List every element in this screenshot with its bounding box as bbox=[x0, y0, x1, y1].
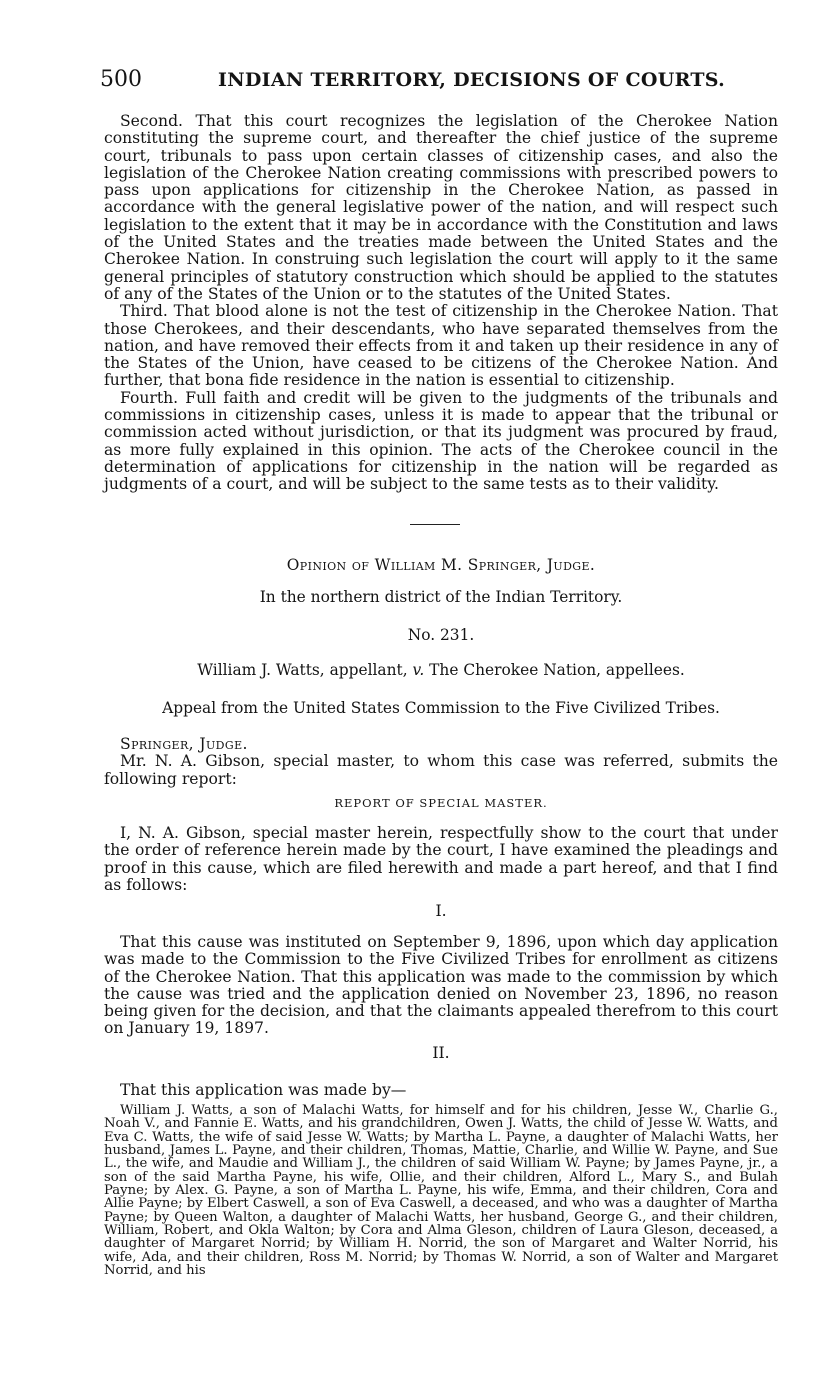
case-number: No. 231. bbox=[407, 626, 475, 644]
opening-paragraph: I, N. A. Gibson, special master herein, respectfully show to the court that under the order of reference herein made by the court, I have examined the pleadings and proof in this cause, which are filed herewith and made a part hereof, and that I find as follows: bbox=[104, 824, 778, 894]
case-parties bbox=[104, 661, 778, 679]
page-number: 500 bbox=[100, 67, 142, 92]
versus-mark: v. bbox=[412, 661, 425, 679]
applicant-list: William J. Watts, a son of Malachi Watts, for himself and for his children, Jesse W., Charlie G., Noah V., and Fannie E. Watts, and his grandchildren, Owen J. Watts, the child of Jesse W. Watts, and Eva C. Watts, the wife of said Jesse W. Watts; by Martha L. Payne, a daughter of Malachi Watts, her husband, James L. Payne, and their children, Thomas, Mattie, Charlie, and Willie W. Payne, and Sue L., the wife, and Maudie and William J., the children of said William W. Payne; by James Payne, jr., a son of the said Martha Payne, his wife, Ollie, and their children, Alford L., Mary S., and Bulah Payne; by Alex. G. Payne, a son of Martha L. Payne, his wife, Emma, and their children, Cora and Allie Payne; by Elbert Caswell, a son of Eva Caswell, a deceased, and who was a daughter of Martha Payne; by Queen Walton, a daughter of Malachi Watts, her husband, George G., and their children, William, Robert, and Okla Walton; by Cora and Alma Gleson, children of Laura Gleson, deceased, a daughter of Margaret Norrid; by William H. Norrid, the son of Margaret and Walter Norrid, his wife, Ada, and their children, Ross M. Norrid; by Thomas W. Norrid, a son of Walter and Margaret Norrid, and his bbox=[104, 1103, 778, 1279]
appellee-name: The Cherokee Nation, appellees. bbox=[429, 661, 685, 679]
section-divider bbox=[410, 524, 460, 525]
paragraph-third: Third. That blood alone is not the test of citizenship in the Cherokee Nation. That those Cherokees, and their descendants, who have separated themselves from the nation, and have removed their effects from it and taken up their residence in any of the States of the Union, have ceased to be citizens of the Cherokee Nation. And further, that bona fide residence in the nation is essential to citizenship. bbox=[104, 302, 778, 390]
section-2-intro: That this application was made by— bbox=[120, 1081, 407, 1099]
appellant-name: William J. Watts, appellant, bbox=[197, 661, 408, 679]
paragraph-fourth: Fourth. Full faith and credit will be given to the judgments of the tribunals and commissions in citizenship cases, unless it is made to appear that the tribunal or commission acted without jurisdiction, or that its judgment was procured by fraud, as more fully explained in this opinion. The acts of the Cherokee council in the determination of applications for citizenship in the nation will be regarded as judgments of a court, and will be subject to the same tests as to their validity. bbox=[104, 388, 778, 494]
report-opening bbox=[104, 825, 778, 894]
intro-paragraph: Mr. N. A. Gibson, special master, to whom this case was referred, submits the following report: bbox=[104, 752, 778, 788]
holdings-section bbox=[104, 113, 778, 494]
running-title: INDIAN TERRITORY, DECISIONS OF COURTS. bbox=[218, 69, 726, 91]
section-1-paragraph: That this cause was instituted on September 9, 1896, upon which day application was made to the Commission to the Five Civilized Tribes for enrollment as citizens of the Cherokee Nation. That this application was made to the commission by which the cause was tried and the application denied on November 23, 1896, no reason being given for the decision, and that the claimants appealed therefrom to this court on January 19, 1897. bbox=[104, 933, 778, 1038]
appeal-line: Appeal from the United States Commission to the Five Civilized Tribes. bbox=[162, 699, 720, 717]
judge-intro bbox=[104, 736, 778, 788]
section-2 bbox=[104, 1082, 778, 1099]
judge-line: Springer, Judge. bbox=[120, 735, 248, 753]
opinion-title: Opinion of William M. Springer, Judge. bbox=[286, 556, 596, 574]
section-numeral-1: I. bbox=[435, 902, 447, 920]
district-line: In the northern district of the Indian Territory. bbox=[259, 588, 623, 606]
page-header bbox=[100, 66, 780, 94]
paragraph-second: Second. That this court recognizes the legislation of the Cherokee Nation constituting the supreme court, and thereafter the chief justice of the supreme court, tribunals to pass upon certain classes of citizenship cases, and also the legislation of the Cherokee Nation creating commissions with prescribed powers to pass upon applications for citizenship in the Cherokee Nation, as passed in accordance with the general legislative power of the nation, and will respect such legislation to the extent that it may be in accordance with the Constitution and laws of the United States and the treaties made between the United States and the Cherokee Nation. In construing such legislation the court will apply to it the same general principles of statutory construction which should be applied to the statutes of any of the States of the Union or to the statutes of the United States. bbox=[104, 112, 778, 303]
report-heading: REPORT OF SPECIAL MASTER. bbox=[334, 796, 548, 810]
section-numeral-2: II. bbox=[432, 1044, 450, 1062]
section-1 bbox=[104, 934, 778, 1038]
